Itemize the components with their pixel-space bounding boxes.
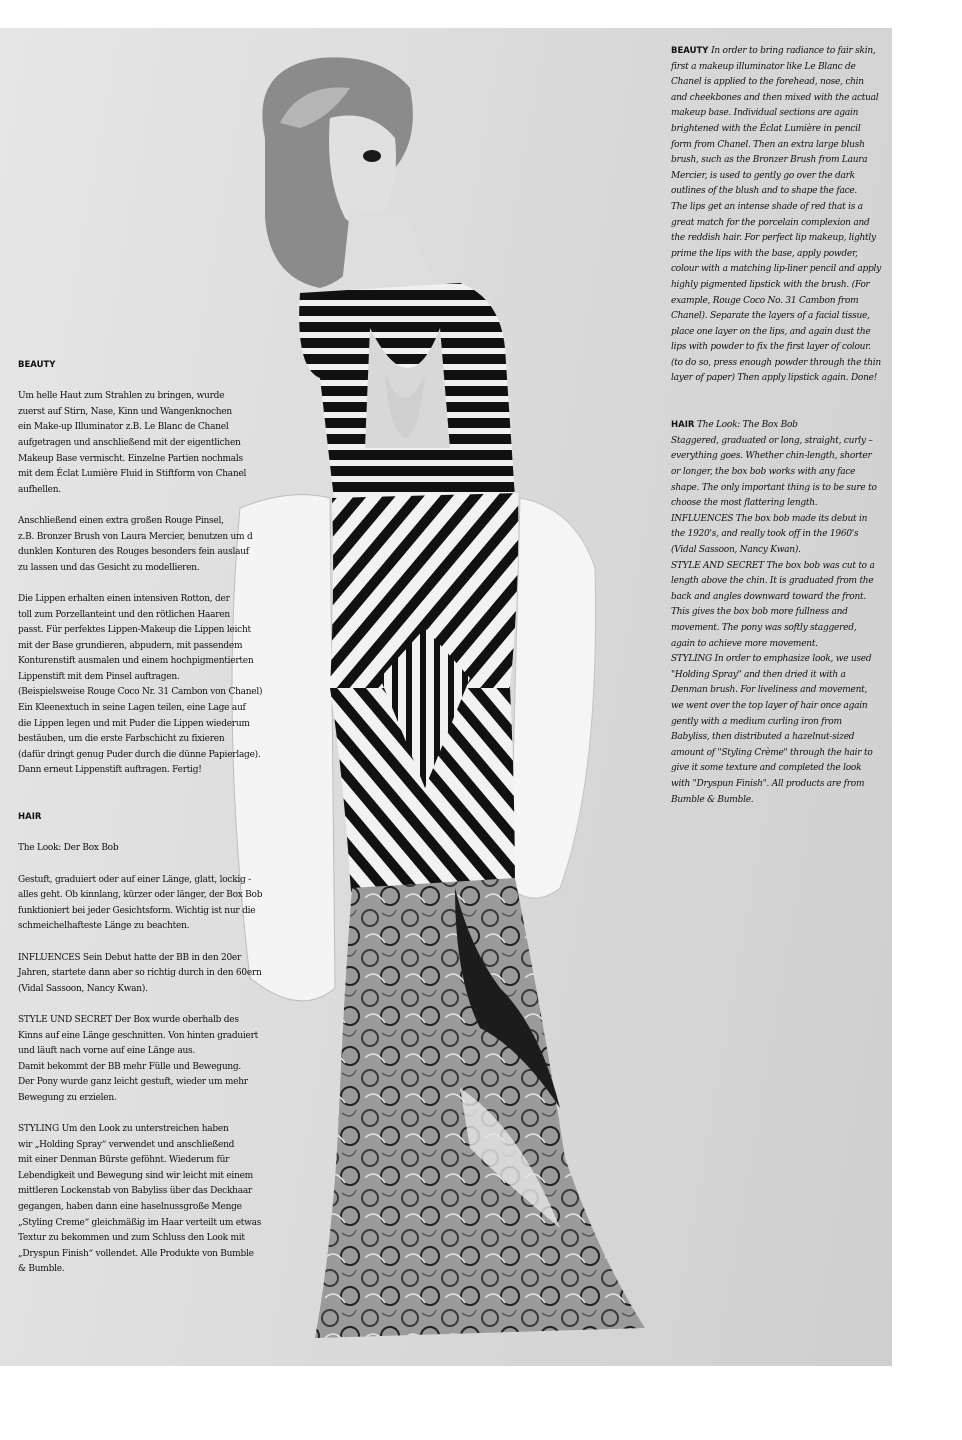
hair-paragraph-1: The Look: Der Box Bob — [18, 843, 119, 854]
en-hair-text: The Look: The Box Bob Staggered, graduated or long, straight, curly – everything goes. Whether chin-length, shorter or longer, the box bob works with any face shape. The only important thing is to be sure to choose the most flattering length. INFLUENCES The box bob made its debut in the 1920's, and really took off in the 1960's (Vidal Sassoon, Nancy Kwan). STYLE AND SECRET The box bob was cut to a length above the chin. It is graduated from the back and angles downward toward the front. This gives the box bob more fullness and movement. The pony was softly staggered, again to achieve more movement. STYLING In order to emphasize look, we used "Holding Spray" and then dried it with a Denman brush. For liveliness and movement, we went over the top layer of hair once again gently with a medium curling iron from Babyliss, then distributed a hazelnut-sized amount of "Styling Crème" through the hair to give it some texture and completed the look with "Dryspun Finish". All products are from Bumble & Bumble. — [671, 420, 877, 805]
beauty-paragraph-2: Anschließend einen extra großen Rouge Pinsel, z.B. Bronzer Brush von Laura Mercier, benutzen um d dunklen Konturen des Rouges besonders fein auslauf zu lassen und das Gesicht zu modellieren. — [18, 515, 253, 573]
hair-paragraph-4: STYLE UND SECRET Der Box wurde oberhalb des Kinns auf eine Länge geschnitten. Von hinten graduiert und läuft nach vorne auf eine Länge aus. Damit bekommt der BB mehr Fülle und Bewegung. Der Pony wurde ganz leicht gestuft, wieder um mehr Bewegung zu erzielen. — [18, 1014, 259, 1103]
beauty-paragraph-3: Die Lippen erhalten einen intensiven Rotton, der toll zum Porzellanteint und den rötlichen Haaren passt. Für perfektes Lippen-Makeup die Lippen leicht mit der Base grundieren, abpudern, mit passendem Konturenstift ausmalen und einem hochpigmentierten Lippenstift mit dem Pinsel auftragen. (Beispielsweise Rouge Coco Nr. 31 Cambon von Chanel) Ein Kleenextuch in seine Lagen teilen, eine Lage auf die Lippen legen und mit Puder die Lippen wiederum bestäuben, um die erste Farbschicht zu fixieren (dafür dringt genug Puder durch die dünne Papierlage). Dann erneut Lippenstift auftragen. Fertig! — [18, 593, 263, 776]
magazine-page — [0, 28, 892, 1366]
left-column — [18, 358, 288, 1278]
hair-paragraph-2: Gestuft, graduiert oder auf einer Länge, glatt, lockig - alles geht. Ob kinnlang, kürzer oder länger, der Box Bob funktioniert bei jeder Gesichtsform. Wichtig ist nur die schmeichelhafteste Länge zu beachten. — [18, 874, 263, 932]
en-hair-heading: HAIR — [671, 420, 695, 431]
en-beauty-heading: BEAUTY — [671, 46, 709, 56]
en-beauty-text: In order to bring radiance to fair skin, first a makeup illuminator like Le Blanc de Chanel is applied to the forehead, nose, chin and cheekbones and then mixed with the actual makeup base. Individual sections are again brightened with the Éclat Lumière in pencil form from Chanel. Then an extra large blush brush, such as the Bronzer Brush from Laura Mercier, is used to gently go over the dark outlines of the blush and to shape the face. The lips get an intense shade of red that is a great match for the porcelain complexion and the reddish hair. For perfect lip makeup, lightly prime the lips with the base, apply powder, colour with a matching lip-liner pencil and apply highly pigmented lipstick with the brush. (For example, Rouge Coco No. 31 Cambon from Chanel). Separate the layers of a facial tissue, place one layer on the lips, and again dust the lips with powder to fix the first layer of colour. (to do so, press enough powder through the thin layer of paper) Then apply lipstick again. Done! — [671, 46, 881, 384]
hair-paragraph-3: INFLUENCES Sein Debut hatte der BB in den 20er Jahren, startete dann aber so richtig durch in den 60ern (Vidal Sassoon, Nancy Kwan). — [18, 952, 262, 994]
hair-paragraph-5: STYLING Um den Look zu unterstreichen haben wir „Holding Spray“ verwendet und anschließend mit einer Denman Bürste geföhnt. Wiederum für Lebendigkeit und Bewegung sind wir leicht mit einem mittleren Lockenstab von Babyliss über das Deckhaar gegangen, haben dann eine haselnussgroße Menge „Styling Creme“ gleichmäßig im Haar verteilt um etwas Textur zu bekommen und zum Schluss den Look mit „Dryspun Finish“ vollendet. Alle Produkte von Bumble & Bumble. — [18, 1124, 262, 1275]
beauty-paragraph-1: Um helle Haut zum Strahlen zu bringen, wurde zuerst auf Stirn, Nase, Kinn und Wangenknochen ein Make-up Illuminator z.B. Le Blanc de Chanel aufgetragen und anschließend mit der eigentlichen Makeup Base vermischt. Einzelne Partien nochmals mit dem Éclat Lumière Fluid in Stiftform von Chanel aufhellen. — [18, 391, 247, 495]
right-column — [671, 44, 881, 808]
beauty-heading: BEAUTY — [18, 360, 56, 370]
hair-heading: HAIR — [18, 812, 42, 823]
